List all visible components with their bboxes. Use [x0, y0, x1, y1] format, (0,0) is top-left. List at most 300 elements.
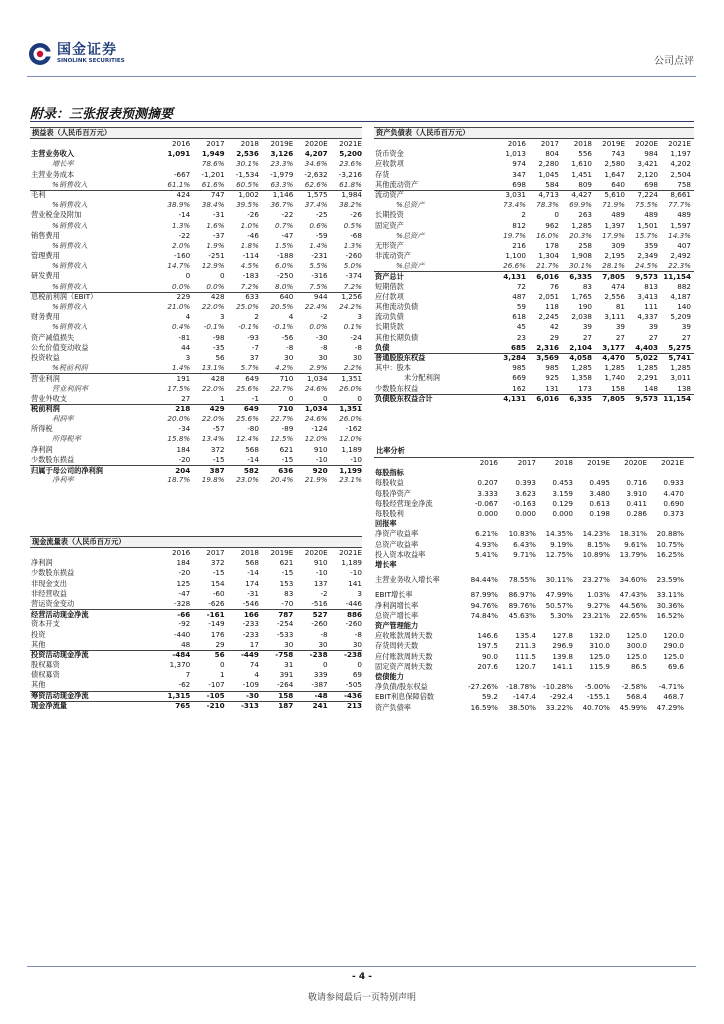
cell-value: 962 [545, 220, 559, 230]
cell-value: -313 [240, 701, 259, 711]
cell-value: 1,597 [670, 220, 691, 230]
cell-value: 16.0% [536, 230, 559, 240]
row-label: 税前利润 [31, 404, 60, 414]
cell-value: 4,470 [602, 353, 625, 363]
cell-value: 61.6% [201, 179, 225, 189]
cashflow-row [30, 568, 362, 578]
row-label: %总资产 [396, 200, 425, 210]
cell-value: -56 [281, 332, 294, 342]
cell-value: 12.0% [304, 434, 328, 444]
cell-value: -2,632 [304, 169, 328, 179]
cell-value: 0.716 [626, 478, 647, 488]
cell-value: 125.0 [626, 631, 647, 641]
cell-value: 2,349 [637, 251, 658, 261]
cell-value: -3,216 [338, 169, 362, 179]
cell-value: -15 [212, 568, 225, 578]
year-header: 2016 [171, 139, 191, 148]
cell-value: 7.2% [343, 281, 362, 291]
cell-value: 359 [644, 240, 658, 250]
cell-value: 16.59% [470, 702, 498, 712]
balance-row [374, 210, 694, 220]
cell-value: -10 [350, 568, 362, 578]
cell-value: 154 [210, 578, 225, 588]
cell-value: 39 [582, 322, 592, 332]
cell-value: 910 [313, 444, 328, 454]
row-label: 其他 [31, 639, 46, 649]
row-label: 归属于母公司的净利润 [31, 465, 103, 475]
balance-sheet-table [374, 127, 694, 404]
brand-name-en: SINOLINK SECURITIES [57, 58, 125, 64]
row-label: 现金净流量 [31, 701, 67, 711]
cell-value: 115.9 [589, 661, 610, 671]
cell-value: -10 [315, 454, 328, 464]
cell-value: 39 [615, 322, 625, 332]
year-header: 2019E [602, 139, 625, 148]
cell-value: 5,610 [604, 190, 625, 200]
cell-value: 3,421 [637, 159, 658, 169]
cell-value: 216 [512, 240, 526, 250]
cell-value: 1.0% [240, 220, 259, 230]
cell-value: -155.1 [586, 692, 610, 702]
row-label: 销售费用 [31, 230, 60, 240]
cell-value: 1,100 [505, 251, 526, 261]
cell-value: -149 [208, 619, 225, 629]
cell-value: -66 [177, 609, 191, 619]
cell-value: 40.70% [582, 702, 610, 712]
cell-value: 5.5% [309, 261, 328, 271]
cell-value: 25.6% [236, 414, 259, 424]
cashflow-row [30, 640, 362, 650]
cell-value: 4.5% [240, 261, 259, 271]
cell-value: 1,397 [604, 220, 625, 230]
cell-value: 94.76% [470, 600, 498, 610]
balance-row [374, 241, 694, 251]
cell-value: 468.7 [663, 692, 684, 702]
cell-value: 925 [545, 373, 559, 383]
cell-value: 4,207 [304, 149, 328, 159]
cell-value: 7 [185, 670, 191, 680]
cell-value: 20.88% [656, 529, 684, 539]
cell-value: 3.159 [552, 488, 573, 498]
cell-value: -30 [315, 332, 328, 342]
cell-value: -14 [178, 210, 191, 220]
year-header: 2020E [624, 458, 647, 467]
year-header: 2020E [304, 139, 328, 148]
cell-value: 582 [243, 465, 259, 475]
balance-row [374, 159, 694, 169]
row-label: 净利润增长率 [375, 600, 419, 610]
footer-divider [27, 966, 696, 967]
cell-value: -440 [173, 629, 191, 639]
row-label: 流动负债 [375, 312, 404, 322]
cell-value: 5,275 [668, 342, 691, 352]
cell-value: 20.3% [569, 230, 592, 240]
cell-value: 0.0% [206, 281, 225, 291]
cell-value: -546 [242, 598, 259, 608]
cashflow-statement-table [30, 536, 362, 711]
cell-value: 140 [677, 302, 691, 311]
cell-value: 13.4% [201, 434, 225, 444]
cell-value: 211.3 [515, 641, 536, 651]
cashflow-row [30, 701, 362, 711]
cell-value: 0.393 [515, 478, 536, 488]
cell-value: 16.52% [656, 610, 684, 620]
cell-value: 23.59% [656, 575, 684, 585]
cashflow-row [30, 680, 362, 690]
year-header: 2019E [587, 458, 610, 467]
row-label: 每股股利 [375, 508, 404, 518]
cell-value: 0.933 [663, 478, 684, 488]
cell-value: 3,177 [602, 342, 625, 352]
cell-value: 12.4% [236, 434, 259, 444]
cell-value: 17.5% [167, 383, 191, 393]
cell-value: 61.8% [339, 179, 362, 189]
row-label: %销售收入 [52, 179, 88, 189]
cell-value: 13.1% [201, 363, 225, 373]
cell-value: 1,146 [272, 190, 294, 200]
cell-value: -0.1% [272, 322, 294, 332]
cell-value: 30 [318, 352, 328, 362]
balance-row [374, 292, 694, 302]
year-header: 2018 [240, 139, 259, 148]
cell-value: 2.2% [343, 363, 362, 373]
income-row [30, 333, 362, 343]
cell-value: 1.8% [240, 240, 259, 250]
cell-value: -254 [276, 619, 294, 629]
cell-value: 69 [352, 670, 362, 680]
income-row [30, 343, 362, 353]
cell-value: -35 [212, 342, 225, 352]
row-label: 每股净资产 [375, 488, 411, 498]
row-label: 货币资金 [375, 149, 404, 159]
cell-value: 2,492 [670, 251, 691, 261]
company-logo [28, 42, 125, 66]
cell-value: 4,058 [569, 353, 592, 363]
cell-value: -60 [212, 588, 225, 598]
row-label: %销售收入 [52, 220, 88, 230]
row-label: %销售收入 [52, 240, 88, 250]
disclaimer-note: 敬请参阅最后一页特别声明 [307, 993, 416, 1003]
year-header: 2016 [507, 139, 526, 148]
cell-value: 4,202 [670, 159, 691, 169]
cell-value: 21.9% [304, 475, 328, 485]
cell-value: 9,573 [635, 394, 658, 404]
balance-row [374, 180, 694, 190]
cell-value: 1,501 [637, 220, 658, 230]
ratios-row [374, 540, 694, 550]
cell-value: 148 [644, 383, 658, 393]
cell-value: 0.495 [589, 478, 610, 488]
cell-value: 556 [578, 149, 592, 159]
cell-value: 11,154 [663, 394, 691, 404]
cell-value: 38.9% [167, 200, 191, 210]
cell-value: -233 [242, 629, 259, 639]
cell-value: 428 [210, 373, 225, 383]
cell-value: 765 [175, 701, 191, 711]
document-type: 公司点评 [654, 56, 694, 67]
cell-value: -20 [178, 454, 191, 464]
cell-value: 974 [512, 159, 526, 169]
cell-value: -238 [309, 650, 328, 660]
cell-value: 30.1% [569, 261, 592, 271]
ratios-row [374, 692, 694, 702]
cell-value: 174 [245, 578, 259, 588]
cell-value: 166 [243, 609, 259, 619]
cell-value: 1.3% [343, 240, 362, 250]
cell-value: 4.470 [663, 488, 684, 498]
cell-value: 527 [312, 609, 328, 619]
cell-value: -2 [320, 588, 328, 598]
cell-value: -27.26% [468, 682, 498, 692]
ratios-row [374, 509, 694, 519]
cell-value: 62.6% [304, 179, 328, 189]
ratios-row [374, 641, 694, 651]
cell-value: -8 [320, 629, 328, 639]
row-label: 应付款项 [375, 291, 404, 301]
cell-value: 218 [175, 404, 191, 414]
cell-value: -47 [178, 588, 191, 598]
row-label: 所得税率 [52, 434, 81, 444]
cell-value: -162 [345, 424, 362, 434]
cell-value: 135.4 [515, 631, 536, 641]
cell-value: 474 [611, 281, 625, 291]
row-label: 营业利润 [31, 373, 60, 383]
cell-value: -0.067 [474, 498, 498, 508]
income-row [30, 221, 362, 231]
cell-value: -80 [247, 424, 259, 434]
cell-value: 146.6 [477, 631, 498, 641]
year-header: 2021E [661, 458, 684, 467]
cell-value: 86.5 [630, 661, 647, 671]
cell-value: 213 [346, 701, 362, 711]
cell-value: -516 [311, 598, 328, 608]
cell-value: 33.11% [656, 590, 684, 600]
ratios-year-header-row [374, 458, 694, 468]
cell-value: 4,427 [571, 190, 592, 200]
balance-row [374, 394, 694, 404]
cell-value: 6,335 [569, 271, 592, 281]
cashflow-row [30, 599, 362, 609]
cell-value: 424 [176, 190, 191, 200]
row-label: 增长率 [52, 159, 74, 169]
cell-value: -92 [178, 619, 191, 629]
cell-value: 0.6% [309, 220, 328, 230]
cell-value: -1 [251, 393, 259, 403]
cell-value: 0.613 [589, 498, 610, 508]
year-header: 2021E [339, 548, 362, 557]
cell-value: 12.5% [270, 434, 294, 444]
income-row [30, 261, 362, 271]
page-number: - 4 - [352, 972, 372, 982]
cell-value: 758 [677, 179, 691, 189]
row-label: 其他长期负债 [375, 332, 419, 342]
cell-value: 568.4 [626, 692, 647, 702]
cell-value: 25.0% [236, 302, 259, 311]
cell-value: 69.6 [667, 661, 684, 671]
cell-value: 125.0 [626, 651, 647, 661]
cell-value: 138 [677, 383, 691, 393]
row-label: EBIT利息保障倍数 [375, 692, 435, 702]
cell-value: 191 [176, 373, 191, 383]
cell-value: 0.7% [275, 220, 294, 230]
cell-value: -251 [208, 251, 225, 261]
cell-value: 127.8 [552, 631, 573, 641]
cell-value: 59 [516, 302, 526, 311]
cell-value: 1.03% [587, 590, 610, 600]
row-label: 应付账款周转天数 [375, 651, 433, 661]
cashflow-row [30, 558, 362, 568]
income-row [30, 271, 362, 281]
row-label: 每股经营现金净流 [375, 498, 433, 508]
cell-value: 310.0 [589, 641, 610, 651]
row-label: 投资收益 [31, 352, 60, 362]
cell-value: 0.0% [309, 322, 328, 332]
income-statement-title: 损益表（人民币百万元） [30, 127, 362, 139]
row-label: 无形资产 [375, 240, 404, 250]
row-label: 普通股股东权益 [375, 353, 426, 363]
cell-value: -484 [172, 650, 191, 660]
cell-value: 7,805 [602, 394, 625, 404]
cell-value: 178 [545, 240, 559, 250]
cell-value: 48 [181, 639, 191, 649]
cell-value: 1,304 [538, 251, 559, 261]
cell-value: -8 [354, 629, 362, 639]
cell-value: 787 [278, 609, 294, 619]
cell-value: -2 [320, 312, 328, 322]
cell-value: 0.453 [552, 478, 573, 488]
cell-value: 30.36% [656, 600, 684, 610]
cell-value: 17 [249, 639, 259, 649]
cell-value: 2.9% [309, 363, 328, 373]
cell-value: 120.0 [663, 631, 684, 641]
cell-value: 347 [512, 169, 526, 179]
cell-value: 1.9% [206, 240, 225, 250]
cell-value: -1,979 [270, 169, 294, 179]
year-header: 2018 [240, 548, 259, 557]
row-label: 净利润 [31, 558, 53, 568]
ratios-row [374, 478, 694, 488]
cell-value: 7.2% [240, 281, 259, 291]
cell-value: 1,199 [339, 465, 362, 475]
cell-value: 197.5 [477, 641, 498, 651]
cell-value: -22 [281, 210, 294, 220]
cell-value: 886 [346, 609, 362, 619]
income-row [30, 414, 362, 424]
cell-value: 20.0% [167, 414, 191, 424]
cell-value: 4,337 [637, 312, 658, 322]
cell-value: 24.6% [304, 383, 328, 393]
cell-value: 1,045 [538, 169, 559, 179]
cell-value: 1,285 [637, 363, 658, 373]
cell-value: 30.1% [236, 159, 259, 169]
cell-value: 621 [279, 444, 294, 454]
cell-value: -31 [247, 588, 259, 598]
cell-value: 3,569 [536, 353, 559, 363]
cell-value: 920 [312, 465, 328, 475]
cell-value: 10.83% [508, 529, 536, 539]
row-label: 所得税 [31, 424, 53, 434]
cell-value: 3,031 [505, 190, 526, 200]
cell-value: 184 [176, 444, 191, 454]
cell-value: 4,403 [635, 342, 658, 352]
cell-value: 5,741 [668, 353, 691, 363]
cell-value: 83 [582, 281, 592, 291]
cell-value: 31 [284, 660, 294, 670]
cell-value: -26 [350, 210, 362, 220]
cell-value: 669 [512, 373, 526, 383]
income-row [30, 200, 362, 210]
income-row [30, 292, 362, 302]
year-header: 2018 [573, 139, 592, 148]
cell-value: 3,011 [670, 373, 691, 383]
cell-value: 618 [512, 312, 526, 322]
year-header: 2019E [270, 548, 294, 557]
balance-sheet-title: 资产负债表（人民币百万元） [374, 127, 694, 139]
cell-value: -107 [208, 680, 225, 690]
cell-value: -15 [212, 454, 225, 464]
cell-value: 2,051 [538, 291, 559, 301]
cell-value: 111 [644, 302, 658, 311]
row-label: 非现金支出 [31, 578, 67, 588]
cell-value: 2 [521, 210, 526, 220]
balance-row [374, 363, 694, 373]
cell-value: 4.2% [275, 363, 294, 373]
cell-value: 0 [185, 271, 191, 281]
year-header: 2018 [554, 458, 573, 467]
cell-value: -81 [178, 332, 191, 342]
cell-value: -316 [311, 271, 328, 281]
ratios-row [374, 652, 694, 662]
cell-value: 9.61% [624, 539, 647, 549]
income-row [30, 282, 362, 292]
cell-value: -93 [247, 332, 259, 342]
cell-value: 0 [220, 271, 225, 281]
cell-value: 6,016 [536, 394, 559, 404]
cell-value: 12.9% [201, 261, 225, 271]
cell-value: 45.99% [619, 702, 647, 712]
cell-value: 6.0% [275, 261, 294, 271]
balance-row [374, 221, 694, 231]
income-row [30, 322, 362, 332]
cashflow-row [30, 630, 362, 640]
cell-value: 39 [648, 322, 658, 332]
cell-value: 89.76% [508, 600, 536, 610]
ratios-row [374, 621, 694, 631]
balance-row [374, 282, 694, 292]
row-label: %销售收入 [52, 200, 88, 210]
row-label: 每股收益 [375, 478, 404, 488]
cell-value: 23.1% [339, 475, 362, 485]
row-label: 总资产收益率 [375, 539, 419, 549]
cell-value: 4 [288, 312, 294, 322]
cell-value: 23.6% [339, 159, 362, 169]
cell-value: 44.56% [619, 600, 647, 610]
cell-value: 0.129 [552, 498, 573, 508]
cashflow-statement-title: 现金流量表（人民币百万元） [30, 536, 362, 548]
row-label: 主营业务成本 [31, 169, 75, 179]
cell-value: 1,002 [238, 190, 259, 200]
cell-value: 26.0% [339, 414, 362, 424]
cell-value: 10.75% [656, 539, 684, 549]
income-row [30, 394, 362, 404]
cell-value: 0.4% [171, 322, 191, 332]
cell-value: -59 [315, 230, 328, 240]
cell-value: -98 [212, 332, 225, 342]
cell-value: 39 [681, 322, 691, 332]
cell-value: 120.7 [515, 661, 536, 671]
ratios-row [374, 611, 694, 621]
cell-value: 137 [313, 578, 328, 588]
